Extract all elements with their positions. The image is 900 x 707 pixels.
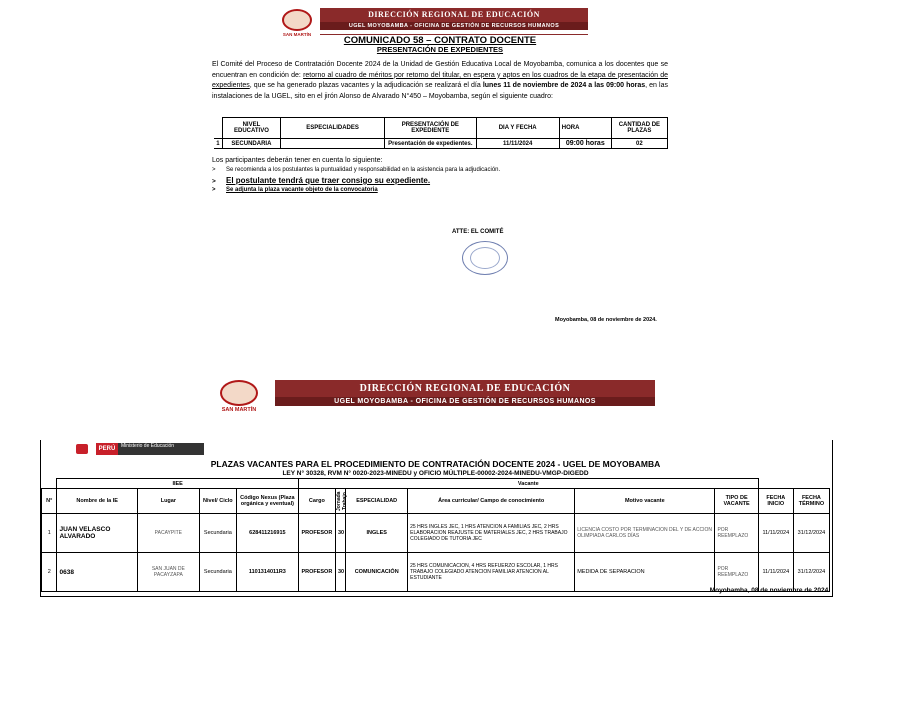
col-nivel: Nivel/ Ciclo xyxy=(199,489,236,514)
signature-date: Moyobamba, 08 de noviembre de 2024. xyxy=(555,317,657,323)
minedu-logo xyxy=(70,441,204,457)
committee-stamp xyxy=(462,241,508,275)
cell-ie: JUAN VELASCO ALVARADO xyxy=(57,514,137,553)
cell-especialidades xyxy=(281,139,385,149)
note-bullet: > Se recomienda a los postulantes la puntualidad y responsabilidad en la asistencia para la adjudicación. xyxy=(212,167,501,173)
cell-cargo: PROFESOR xyxy=(298,514,335,553)
group-vacante: Vacante xyxy=(298,479,758,489)
org-subtitle-2: UGEL MOYOBAMBA - OFICINA DE GESTIÓN DE RECURSOS HUMANOS xyxy=(275,397,655,406)
cell-nivel: Secundaria xyxy=(199,553,236,592)
col-jornada: Jornada Trabajo xyxy=(335,491,348,511)
vacancies-title: PLAZAS VACANTES PARA EL PROCEDIMIENTO DE CONTRATACIÓN DOCENTE 2024 - UGEL DE MOYOBAMBA xyxy=(210,459,661,469)
org-title: DIRECCIÓN REGIONAL DE EDUCACIÓN xyxy=(368,10,540,19)
logo-text: SAN MARTÍN xyxy=(282,32,312,37)
peru-label: PERÚ xyxy=(96,443,118,455)
drem-logo xyxy=(278,9,316,37)
body-text-3: , que se ha generado plazas vacantes y la adjudicación se realizará el día xyxy=(249,82,483,89)
body-text-1: El Comité del Proceso de Contratación Docente 2024 de la Unidad de Gestión Educativa Local de Moyobamba, comunica a los docentes que se encuentran en condición de: xyxy=(212,61,668,79)
cell-fecha: 11/11/2024 xyxy=(476,139,559,149)
logo-text-2: SAN MARTÍN xyxy=(221,407,257,413)
body-text-5: , en las instalaciones de la UGEL, sito en el jirón Alonso de Alvarado N°450 – Moyobamba, según el siguiente cuadro: xyxy=(212,82,668,100)
org-title-2: DIRECCIÓN REGIONAL DE EDUCACIÓN xyxy=(359,383,571,394)
org-subtitle: UGEL MOYOBAMBA - OFICINA DE GESTIÓN DE RECURSOS HUMANOS xyxy=(320,22,588,30)
col-cargo: Cargo xyxy=(298,489,335,514)
cell-termino: 31/12/2024 xyxy=(793,553,829,592)
note-1: Se recomienda a los postulantes la puntualidad y responsabilidad en la asistencia para la adjudicación. xyxy=(226,167,501,173)
ministry-label: Ministerio de Educación xyxy=(118,443,204,455)
cell-motivo: MEDIDA DE SEPARACION xyxy=(575,553,715,592)
col-hora: HORA xyxy=(559,118,611,139)
cell-lugar: SAN JUAN DE PACAYZAPA xyxy=(137,553,199,592)
atte-comite: ATTE: EL COMITÉ xyxy=(452,229,504,235)
col-n: N° xyxy=(42,489,57,514)
schedule-header xyxy=(214,118,668,139)
col-inicio: FECHA INICIO xyxy=(758,489,793,514)
peru-shield-icon xyxy=(70,441,94,457)
col-termino: FECHA TÉRMINO xyxy=(793,489,829,514)
cell-especialidad: COMUNICACIÓN xyxy=(346,553,408,592)
schedule-table xyxy=(214,117,668,149)
col-codigo: Código Nexus (Plaza orgánica y eventual) xyxy=(236,489,298,514)
note-3: Se adjunta la plaza vacante objeto de la convocatoria xyxy=(226,187,378,193)
col-fecha: DIA Y FECHA xyxy=(476,118,559,139)
cell-termino: 31/12/2024 xyxy=(793,514,829,553)
col-area: Área curricular/ Campo de conocimiento xyxy=(408,489,575,514)
notes-intro: Los participantes deberán tener en cuenta lo siguiente: xyxy=(212,157,383,164)
schedule-row xyxy=(214,139,668,149)
col-lugar: Lugar xyxy=(137,489,199,514)
body-text-2: retorno al cuadro de méritos por retorno del titular, en espera y aptos en los cuadros de la etapa de presentación de expedientes xyxy=(212,71,668,89)
cell-ie: 0638 xyxy=(57,553,137,592)
vacancies-header xyxy=(42,489,830,514)
cell-hora: 09:00 horas xyxy=(559,139,611,149)
col-especialidades: ESPECIALIDADES xyxy=(281,118,385,139)
vacancies-subtitle: LEY N° 30328, RVM N° 0020-2023-MINEDU y OFICIO MÚLTIPLE-00002-2024-MINEDU-VMGP-DIGEDD xyxy=(282,470,589,477)
cell-inicio: 11/11/2024 xyxy=(758,553,793,592)
body-date: lunes 11 de noviembre de 2024 a las 09:00 horas xyxy=(482,82,646,89)
cell-cargo: PROFESOR xyxy=(298,553,335,592)
cell-codigo: 1101314011R3 xyxy=(236,553,298,592)
comunicado-title: COMUNICADO 58 – CONTRATO DOCENTE xyxy=(343,35,537,46)
comunicado-body xyxy=(212,60,668,102)
group-iiee: IIEE xyxy=(57,479,298,489)
note-2: El postulante tendrá que traer consigo su expediente. xyxy=(226,176,431,185)
cell-jornada: 30 xyxy=(335,553,345,592)
table-row xyxy=(42,514,830,553)
cell-nivel: SECUNDARIA xyxy=(222,139,280,149)
table-row xyxy=(42,553,830,592)
cell-area: 25 HRS INGLES JEC, 1 HRS ATENCION A FAMILIAS JEC, 2 HRS ELABORACION REAJUSTE DE MATERIALES JEC, 2 HRS TRABAJO COLEGIADO DE TUTORIA JEC xyxy=(408,514,575,553)
col-presentacion: PRESENTACIÓN DE EXPEDIENTE xyxy=(385,118,477,139)
note-bullet: > El postulante tendrá que traer consigo su expediente. xyxy=(212,176,431,185)
col-cantidad: CANTIDAD DE PLAZAS xyxy=(611,118,667,139)
group-header xyxy=(42,479,830,489)
cell-especialidad: INGLES xyxy=(346,514,408,553)
cell-tipo: POR REEMPLAZO xyxy=(715,514,758,553)
cell-lugar: PACAYPITE xyxy=(137,514,199,553)
comunicado-subtitle: PRESENTACIÓN DE EXPEDIENTES xyxy=(376,45,504,54)
col-tipo: TIPO DE VACANTE xyxy=(715,489,758,514)
header-band xyxy=(320,8,588,35)
cell-n: 1 xyxy=(42,514,57,553)
col-motivo: Motivo vacante xyxy=(575,489,715,514)
cell-codigo: 628411216915 xyxy=(236,514,298,553)
cell-presentacion: Presentación de expedientes. xyxy=(385,139,477,149)
cell-n: 2 xyxy=(42,553,57,592)
note-bullet: > Se adjunta la plaza vacante objeto de la convocatoria xyxy=(212,187,378,193)
vacancies-date: Moyobamba, 08 de noviembre de 2024. xyxy=(709,587,830,594)
cell-area: 25 HRS COMUNICACION, 4 HRS REFUERZO ESCOLAR, 1 HRS TRABAJO COLEGIADO ATENCION FAMILIAR ATENCION AL ESTUDIANTE xyxy=(408,553,575,592)
col-especialidad: ESPECIALIDAD xyxy=(346,489,408,514)
cell-nivel: Secundaria xyxy=(199,514,236,553)
col-nivel: NIVEL EDUCATIVO xyxy=(222,118,280,139)
header-band-2 xyxy=(275,380,655,410)
cell-num: 1 xyxy=(214,139,222,149)
col-ie: Nombre de la IE xyxy=(57,489,137,514)
vacancies-table xyxy=(41,478,830,592)
cell-cantidad: 02 xyxy=(611,139,667,149)
cell-tipo: POR REEMPLAZO xyxy=(715,553,758,592)
cell-inicio: 11/11/2024 xyxy=(758,514,793,553)
cell-jornada: 30 xyxy=(335,514,345,553)
drem-logo-2 xyxy=(214,380,264,413)
cell-motivo: LICENCIA COSTO POR TERMINACION DEL Y DE ACCION OLIMPIADA CARLOS DÍAS xyxy=(575,514,715,553)
